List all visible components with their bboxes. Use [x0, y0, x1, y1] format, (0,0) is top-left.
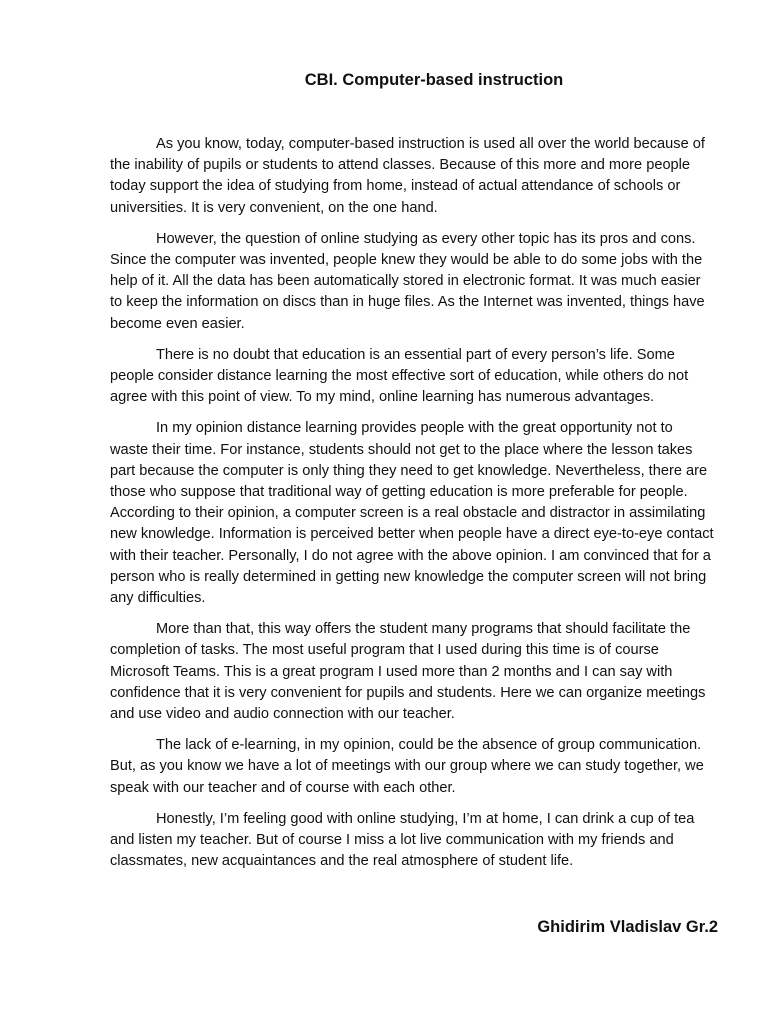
document-body — [110, 134, 714, 883]
paragraph: Honestly, I’m feeling good with online studying, I’m at home, I can drink a cup of tea and listen my teacher. But of course I miss a lot live communication with my friends and classmates, new acquaintances and the real atmosphere of student life. — [110, 810, 695, 870]
paragraph: There is no doubt that education is an essential part of every person’s life. Some people consider distance learning the most effective sort of education, while others do not agree with this point of view. To my mind, online learning has numerous advantages. — [110, 346, 689, 406]
paragraph: The lack of e-learning, in my opinion, could be the absence of group communication. But, as you know we have a lot of meetings with our group where we can study together, we speak with our teacher and of course with each other. — [110, 737, 704, 796]
paragraph: In my opinion distance learning provides people with the great opportunity not to waste their time. For instance, students should not get to the place where the lesson takes part because the computer is only thing they need to get knowledge. Nevertheless, there are those who suppose that traditional way of getting education is more preferable for people. According to their opinion, a computer screen is a real obstacle and distractor in assimilating new knowledge. Information is perceived better when people have a direct eye-to-eye contact with their teacher. Personally, I do not agree with the above opinion. I am convinced that for a person who is really determined in getting new knowledge the computer screen will not bring any difficulties. — [110, 420, 714, 607]
author-signature: Ghidirim Vladislav Gr.2 — [537, 918, 718, 936]
paragraph: As you know, today, computer-based instruction is used all over the world because of the inability of pupils or students to attend classes. Because of this more and more people today support the idea of studying from home, instead of actual attendance of schools or universities. It is very convenient, on the one hand. — [110, 136, 705, 216]
paragraph: More than that, this way offers the student many programs that should facilitate the completion of tasks. The most useful program that I used during this time is of course Microsoft Teams. This is a great program I used more than 2 months and I can say with confidence that it is very convenient for pupils and students. Here we can organize meetings and use video and audio connection with our teacher. — [110, 621, 706, 723]
document-title: CBI. Computer-based instruction — [304, 71, 564, 89]
paragraph: However, the question of online studying as every other topic has its pros and cons. Since the computer was invented, people knew they would be able to do some jobs with the help of it. All the data has been automatically stored in electronic format. It was much easier to keep the information on discs than in huge files. As the Internet was invented, things have become even easier. — [110, 230, 705, 332]
